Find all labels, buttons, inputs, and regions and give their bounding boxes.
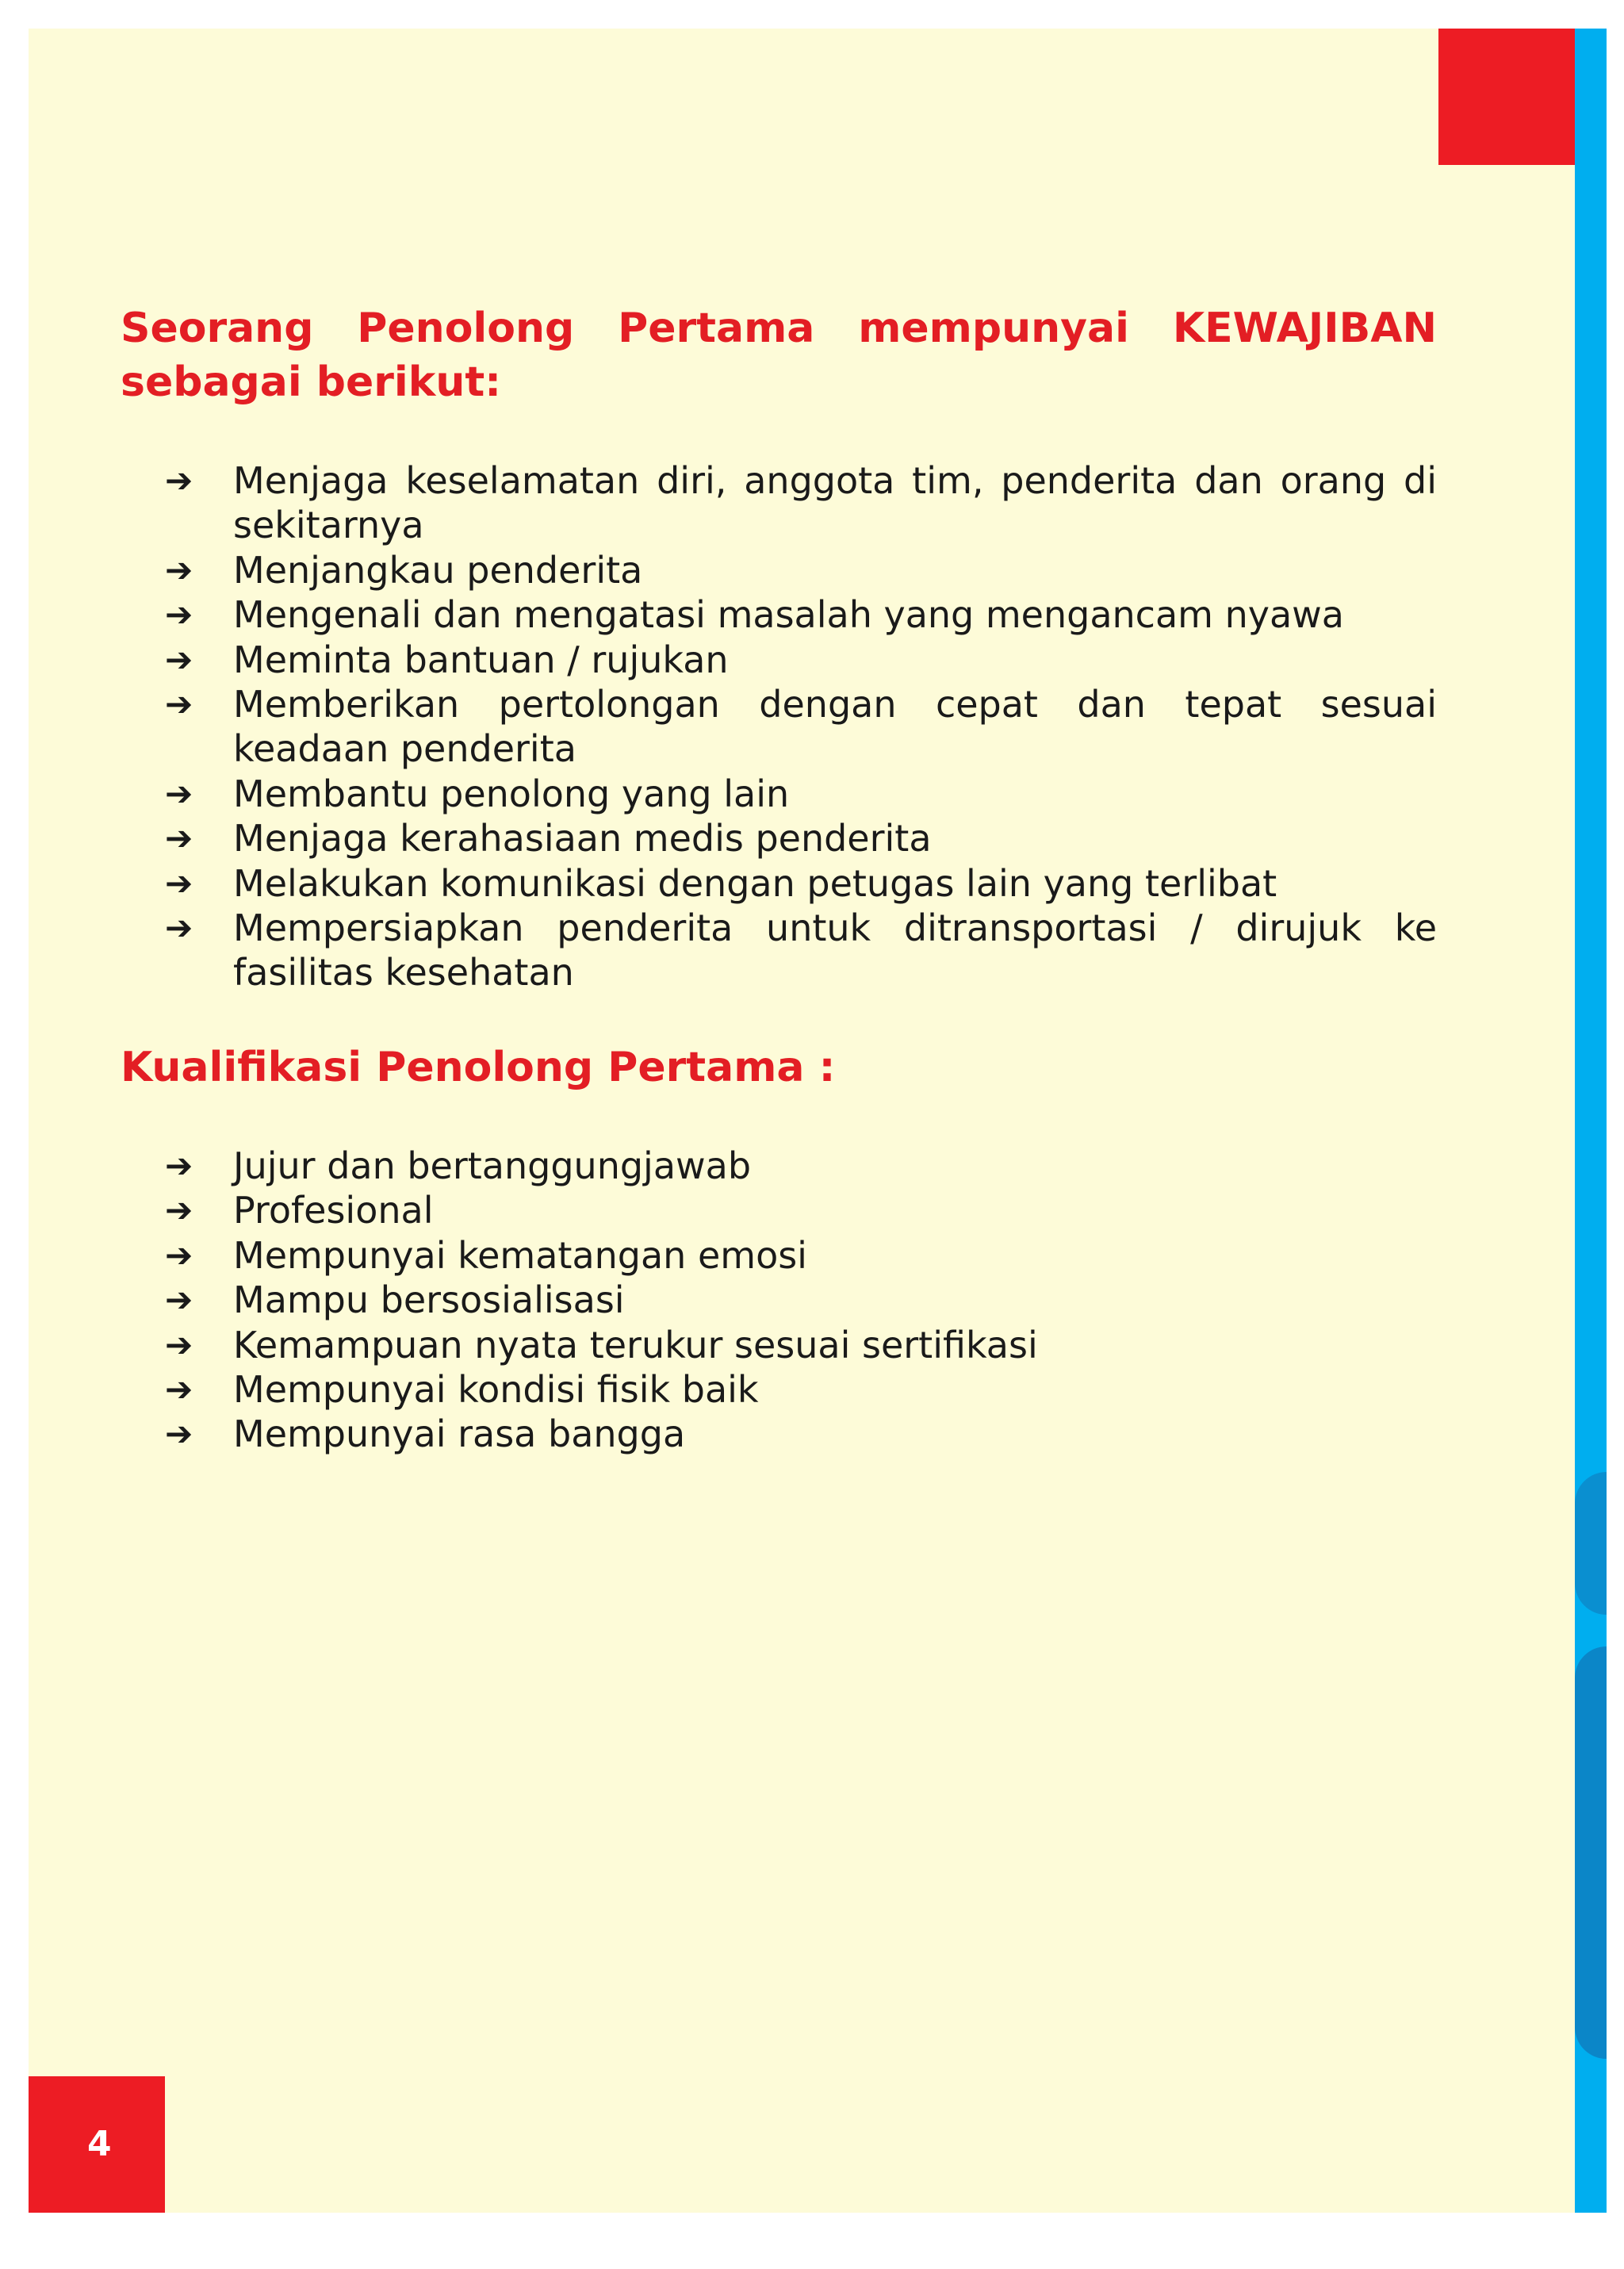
section-heading-kualifikasi: Kualifikasi Penolong Pertama : [121,1044,836,1091]
list-item-text: Membantu penolong yang lain [233,772,790,815]
arrow-right-icon: ➔ [165,1190,193,1230]
arrow-right-icon: ➔ [165,550,193,589]
list-item-text: Mempunyai rasa bangga [233,1412,686,1456]
side-wave-decoration [1575,1646,1607,2059]
list-item [121,1278,1437,1322]
list-item [121,906,1437,995]
list-item [121,682,1437,772]
kualifikasi-list [121,1144,1437,1457]
list-item-text: Mempunyai kondisi fisik baik [233,1368,759,1412]
list-item [121,816,1437,860]
list-item-text: Menjaga kerahasiaan medis penderita [233,817,932,860]
side-stripe [1575,29,1607,2213]
list-item-text: Kemampuan nyata terukur sesuai sertifikasi [233,1323,1038,1366]
list-item-text: Meminta bantuan / rujukan [233,638,729,681]
arrow-right-icon: ➔ [165,1146,193,1185]
section-heading-kewajiban: Seorang Penolong Pertama mempunyai KEWAJIBAN sebagai berikut: [121,305,1437,406]
arrow-right-icon: ➔ [165,773,193,813]
arrow-right-icon: ➔ [165,1280,193,1320]
list-item [121,1233,1437,1278]
page-number: 4 [87,2124,112,2164]
list-item [121,1144,1437,1188]
list-item [121,1367,1437,1412]
arrow-right-icon: ➔ [165,1235,193,1274]
arrow-right-icon: ➔ [165,863,193,903]
list-item [121,592,1437,637]
list-item-text: Mempersiapkan penderita untuk ditransportasi / dirujuk ke fasilitas kesehatan [233,906,1437,995]
list-item [121,772,1437,816]
list-item [121,1412,1437,1456]
list-item [121,638,1437,682]
arrow-right-icon: ➔ [165,684,193,724]
list-item [121,1323,1437,1367]
list-item [121,458,1437,548]
list-item-text: Menjaga keselamatan diri, anggota tim, penderita dan orang di sekitarnya [233,459,1437,547]
corner-block-top [1438,29,1575,165]
list-item-text: Profesional [233,1189,434,1232]
arrow-right-icon: ➔ [165,818,193,858]
list-item-text: Melakukan komunikasi dengan petugas lain yang terlibat [233,861,1277,905]
list-item-text: Jujur dan bertanggungjawab [233,1144,752,1187]
arrow-right-icon: ➔ [165,1414,193,1454]
arrow-right-icon: ➔ [165,639,193,679]
arrow-right-icon: ➔ [165,1324,193,1364]
list-item-text: Mampu bersosialisasi [233,1278,625,1322]
list-item-text: Mengenali dan mengatasi masalah yang mengancam nyawa [233,593,1344,637]
list-item-text: Memberikan pertolongan dengan cepat dan tepat sesuai keadaan penderita [233,683,1437,771]
kewajiban-list [121,458,1437,995]
arrow-right-icon: ➔ [165,595,193,634]
arrow-right-icon: ➔ [165,461,193,500]
list-item [121,1188,1437,1232]
arrow-right-icon: ➔ [165,908,193,948]
list-item [121,548,1437,592]
list-item-text: Mempunyai kematangan emosi [233,1233,807,1277]
list-item-text: Menjangkau penderita [233,548,643,592]
arrow-right-icon: ➔ [165,1370,193,1409]
list-item [121,861,1437,906]
side-wave-decoration [1575,1472,1607,1615]
